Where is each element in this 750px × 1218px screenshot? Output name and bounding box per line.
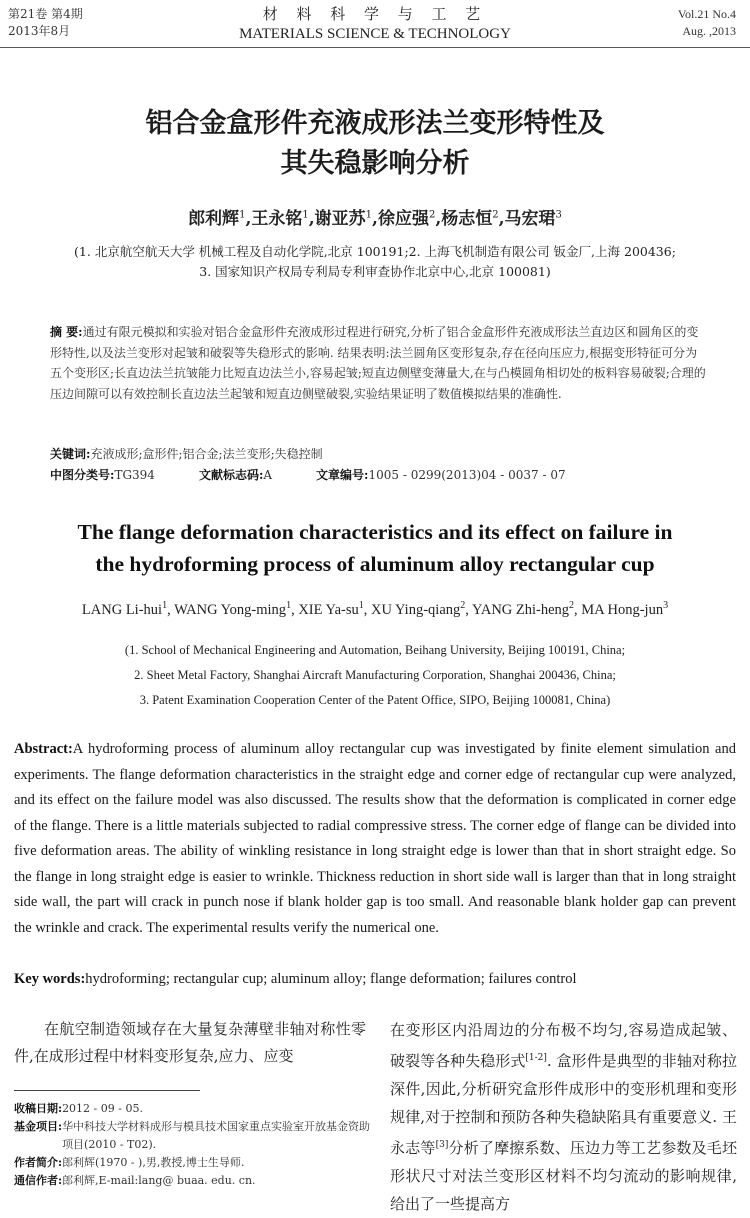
article-number-label: 文章编号: [316,468,369,482]
journal-name-en: MATERIALS SCIENCE & TECHNOLOGY [239,26,511,42]
header-divider [0,47,750,48]
abstract-en [14,737,736,941]
author: LANG Li-hui$^1$ [81,600,168,618]
abstract-text: A hydroforming process of aluminum alloy rectangular cup was investigated by finite element simulation and experiments. The flange deformation characteristics in the straight edge and corner edge of rectangular cup were analyzed, and its effect on the failure model was also discussed. The results show that the deformation is complicated in corner edge of the flange. There is a little materials subjected to radial compressive stress. The corner edge of flange can be divided into five deformation areas. The ability of winkling resistance in long straight edge is lower than that in short straight edge. So the flange in long straight edge is easier to wrinkle. Thickness reduction in short side wall is larger than that in long straight side wall, the part will crack in punch nose if blank holder gap is too small. And reasonable blank holder gap can prevent the wrinkle and crack. The experimental results verify the numerical one. [14,741,736,936]
volume-issue-en: Vol.21 No.4 [677,7,736,21]
affiliations-en [0,638,750,713]
author: XU Ying-qiang$^2$ [370,600,466,618]
body-column-left [14,1016,366,1070]
author: 郎利辉$^1$ [188,208,246,229]
article-number-value: 1005 - 0299(2013)04 - 0037 - 07 [368,468,566,482]
abstract-label: Abstract: [14,741,73,757]
title-line: The flange deformation characteristics and its effect on failure in [77,520,673,544]
affiliation-line: 2. Sheet Metal Factory, Shanghai Aircraft Manufacturing Corporation, Shanghai 200436, China; [134,668,616,682]
author: 王永铭$^1$ [251,208,309,229]
classification-line [50,466,730,484]
body-text: . 盒形件是典型的非轴对称拉深件,因此,分析研究盒形件成形中的变形机理和变形规律,对于控制和预防各种失稳缺陷具有重要意义. 王永志等 [390,1052,737,1157]
journal-name [0,4,750,44]
affiliation-line: (1. 北京航空航天大学 机械工程及自动化学院,北京 100191;2. 上海飞机制造有限公司 钣金厂,上海 200436; [74,244,676,259]
issue-date-en: Aug. ,2013 [682,24,736,38]
author: YANG Zhi-heng$^2$ [471,600,575,618]
citation: [3] [435,1140,449,1150]
class-value: TG394 [114,468,155,482]
abstract-label: 摘 要: [50,325,83,339]
keywords-text: hydroforming; rectangular cup; aluminum alloy; flange deformation; failures control [85,971,577,987]
title-line: 铝合金盒形件充液成形法兰变形特性及 [145,108,605,139]
affiliation-line: (1. School of Mechanical Engineering and Automation, Beihang University, Beijing 100191, China; [124,643,626,657]
author: MA Hong-jun$^3$ [581,600,669,618]
keywords-en [14,968,736,990]
author-list-cn: 郎利辉$^1$,王永铭$^1$,谢亚苏$^1$,徐应强$^2$,杨志恒$^2$,马宏珺$^3$ [188,208,562,229]
abstract-cn [50,322,706,404]
author: 马宏珺$^3$ [504,208,562,229]
journal-issue-info-en [678,6,736,40]
author: XIE $Ya-su^1$ [298,600,364,618]
affiliations-cn [20,242,730,282]
paper-title-en [0,516,750,580]
author: WANG Yong-ming$^1$ [174,600,292,618]
author: 谢亚苏$^1$ [314,208,373,229]
doc-code-label: 文献标志码: [198,468,264,482]
footnote-fund: 基金项目: 华中科技大学材料成形与模具技术国家重点实验室开放基金资助项目(2010 - T02). [14,1120,371,1151]
keywords-label: 关键词: [50,447,91,461]
footnote-divider [14,1090,200,1091]
journal-name-cn: 材 料 科 学 与 工 艺 [262,5,488,23]
doc-code-value: A [263,468,273,482]
volume-issue: 第21卷 第4期 [8,7,83,21]
title-line: 其失稳影响分析 [280,148,470,179]
author: 徐应强$^2$ [377,208,436,229]
body-paragraph: 在航空制造领域存在大量复杂薄壁非轴对称性零件,在成形过程中材料变形复杂,应力、应变 [14,1020,366,1065]
abstract-text: 通过有限元模拟和实验对铝合金盒形件充液成形过程进行研究,分析了铝合金盒形件充液成形法兰直边区和圆角区的变形特性,以及法兰变形对起皱和破裂等失稳形式的影响. 结果表明:法兰圆角区变形复杂,存在径向压应力,根据变形特征可分为五个变形区;长直边法兰抗皱能力比短直边法兰小,容易起皱;短直边侧壁变薄量大,在与凸模圆角相切处的板料容易破裂;合理的压边间隙可以有效控制长直边法兰起皱和短直边侧壁破裂,实验结果证明了数值模拟结果的准确性. [50,325,706,401]
body-column-right [390,1016,737,1218]
body-text: 在变形区内沿周边的分布极不均匀,容易造成起皱、破裂等各种失稳形式 [390,1021,737,1070]
author-list-en: LANG Li-hui$^1$, WANG Yong-ming$^1$, XIE $Ya-su^1$, XU Ying-qiang$^2$, YANG Zhi-heng$^2$, MA Hong-jun$^3$ [81,600,669,618]
keywords-text: 充液成形;盒形件;铝合金;法兰变形;失稳控制 [90,447,323,461]
affiliation-line: 3. 国家知识产权局专利局专利审查协作北京中心,北京 100081) [199,264,551,279]
issue-date: 2013年8月 [8,24,71,38]
class-label: 中图分类号: [50,468,115,482]
affiliation-line: 3. Patent Examination Cooperation Center of the Patent Office, SIPO, Beijing 100081, China) [139,693,611,707]
author: 杨志恒$^2$ [441,208,499,229]
citation: [1-2] [525,1053,547,1063]
keywords-cn [50,445,706,463]
footnote-author: 作者简介: 郎利辉(1970 - ),男,教授,博士生导师. [14,1156,245,1169]
footnote-contact: 通信作者: 郎利辉,E-mail:lang@ buaa. edu. cn. [14,1174,256,1187]
body-text: 分析了摩擦系数、压边力等工艺参数及毛坯形状尺寸对法兰变形区材料不均匀流动的影响规律,给出了一些提高方 [390,1139,737,1213]
footnotes [14,1100,374,1190]
title-line: the hydroforming process of aluminum alloy rectangular cup [95,552,655,576]
paper-title-cn [0,104,750,184]
footnote-received: 收稿日期: 2012 - 09 - 05. [14,1102,143,1115]
keywords-label: Key words: [14,971,86,987]
